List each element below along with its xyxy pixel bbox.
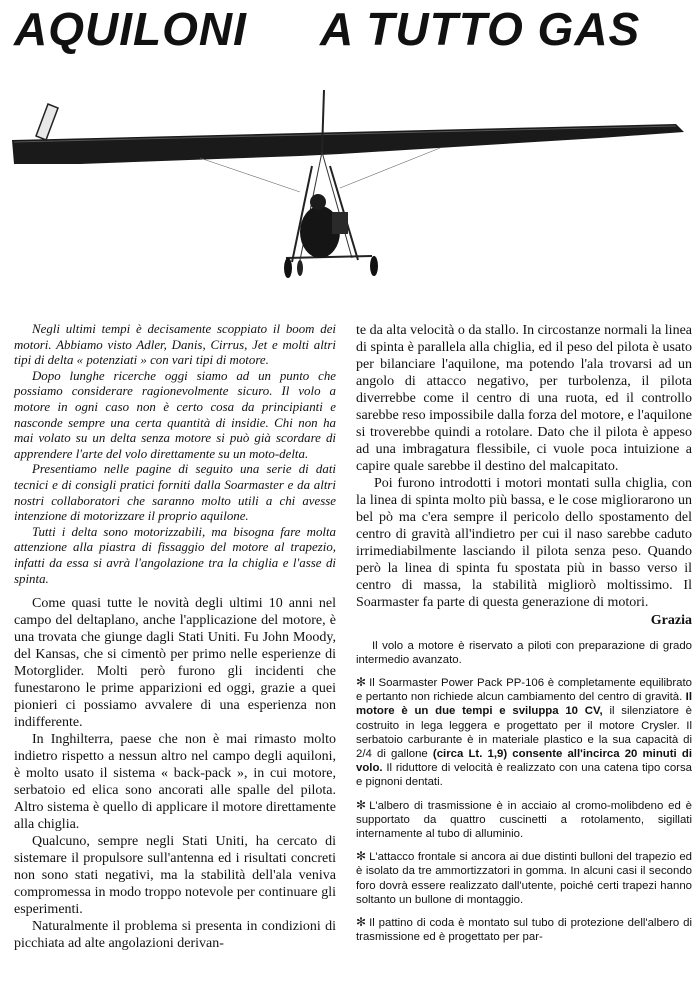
glider-wing xyxy=(12,124,684,164)
hang-glider-photo xyxy=(0,82,700,332)
wheel-right xyxy=(370,256,378,276)
asterisk-icon: ✻ xyxy=(356,675,367,689)
asterisk-icon: ✻ xyxy=(356,849,367,864)
motor xyxy=(332,212,348,234)
wheel-left xyxy=(284,258,292,278)
right-column xyxy=(356,322,692,952)
body-paragraph: Naturalmente il problema si presenta in condizioni di picchiata ad alte angolazioni derivan- xyxy=(14,919,336,952)
asterisk-icon: ✻ xyxy=(356,797,367,812)
body-paragraph: te da alta velocità o da stallo. In circostanze normali la linea di spinta è parallela alla chiglia, ed il peso del pilota è usato per bilanciare l'aquilone, ma potendo l'ala trovarsi ad un angolo di attacco negativo, per turbolenza, il pilota diverrebbe come il centro di una ruota, ed il controllo sarebbe reso impossibile dalla forza del motore, e l'aquilone si troverebbe quindi a rotolare. Dato che il pilota è appeso ad una imbragatura flessibile, ci vuole poca intuizione a capire quale sarebbe il destino del malcapitato. xyxy=(356,323,692,474)
specs-lead: Il volo a motore è riservato a piloti con preparazione di grado intermedio avanzato. xyxy=(356,639,692,666)
body-paragraph: Come quasi tutte le novità degli ultimi 10 anni nel campo del deltaplano, anche l'applicazione del motore, è una trovata che giunge dagli Stati Uniti. Fu John Moody, del Kansas, che si cimentò per primo nelle esperienze di Motorglider. Molti però furono gli incidenti che funestarono le prime apparizioni ed oggi, grazie a quei pionieri ci possiamo avvalere di una esperienza non indifferente. xyxy=(14,596,336,731)
body-paragraph: Poi furono introdotti i motori montati sulla chiglia, con la linea di spinta molto più bassa, e le cose migliorarono un bel pò ma c'era sempre il pericolo dello spostamento del centro di gravità all'indietro per cui il naso sarebbe caduto irrimediabilmente lasciando il pilota senza peso. Quando però la linea di spinta fu spostata più in basso verso il centro di massa, la stabilità migliorò moltissimo. Il Soarmaster fa parte di questa generazione di motori. xyxy=(356,476,692,610)
article-body-right xyxy=(356,322,692,611)
left-column xyxy=(14,322,336,952)
spec-item: ✻ Il pattino di coda è montato sul tubo di protezione dell'albero di trasmissione ed è progettato per par- xyxy=(356,915,692,944)
title-part-1: AQUILONI xyxy=(14,3,247,55)
intro-paragraph: Negli ultimi tempi è decisamente scoppiato il boom dei motori. Abbiamo visto Adler, Danis, Cirrus, Jet e molti altri tipi di delta « potenziati » con vari tipi di motore. xyxy=(14,322,336,368)
body-paragraph: In Inghilterra, paese che non è mai rimasto molto indietro rispetto a nessun altro nel campo degli aquiloni, è molto usato il sistema « back-pack », in cui motore, serbatoio ed elica sono ancorati alle spalle del pilota. Altro sistema è quello di applicare il motore direttamente alla chiglia. xyxy=(14,732,336,833)
asterisk-icon: ✻ xyxy=(356,915,367,930)
body-paragraph: Qualcuno, sempre negli Stati Uniti, ha cercato di sistemare il propulsore sull'antenna ed i risultati concreti non sono stati negativi, ma la stabilità dell'ala veniva compromessa in modo troppo notevole per continuare gli esperimenti. xyxy=(14,834,336,918)
spec-item: ✻ L'albero di trasmissione è in acciaio al cromo-molibdeno ed è supportato da quattro cuscinetti a rotolamento, sigillati internamente al tubo di alluminio. xyxy=(356,797,692,841)
wing-tip-fin xyxy=(36,104,58,140)
title-part-2: A TUTTO GAS xyxy=(320,3,641,55)
page-title xyxy=(14,0,694,60)
wheel-mid xyxy=(297,260,303,276)
technical-specs xyxy=(356,639,692,945)
intro-text xyxy=(14,322,336,587)
spec-item: ✻ L'attacco frontale si ancora ai due distinti bulloni del trapezio ed è isolato da tre ammortizzatori in gomma. In alcuni casi il secondo foro dovrà essere realizzato dall'utente, poiché certi trapezi hanno soltanto un bullone di montaggio. xyxy=(356,849,692,906)
intro-paragraph: Dopo lunghe ricerche oggi siamo ad un punto che possiamo considerare ragionevolmente sicuro. Il volo a motore in ogni caso non è certo cosa da principianti e nasconde sempre una certa quantità di insidie. Chi non ha mai volato su un delta senza motore si può già scordare di apprendere l'arte del volo direttamente su un moto-delta. xyxy=(14,368,336,461)
intro-paragraph: Tutti i delta sono motorizzabili, ma bisogna fare molta attenzione alla piastra di fissaggio del motore al trapezio, infatti da essa si avrà l'angolazione tra la chiglia e l'asse di spinta. xyxy=(14,524,336,586)
spec-item: ✻ Il Soarmaster Power Pack PP-106 è completamente equilibrato e pertanto non richiede alcun cambiamento del centro di gravità. Il motore è un due tempi e sviluppa 10 CV, il silenziatore è costruito in lega leggera e progettato per il motore Crysler. Il serbatoio carburante è in materiale plastico e la sua capacità di 2/4 di gallone (circa Lt. 1,9) consente all'incirca 20 minuti di volo. Il riduttore di velocità è realizzato con una catena tipo corsa e pignoni dentati. xyxy=(356,675,692,789)
author-signature: Grazia xyxy=(650,613,692,628)
article-body-left xyxy=(14,595,336,952)
intro-paragraph: Presentiamo nelle pagine di seguito una serie di dati tecnici e di consigli pratici forniti dalla Soarmaster e da altri nostri collaboratori che saranno molto utili a chi avesse intenzione di motorizzare il proprio aquilone. xyxy=(14,462,336,524)
